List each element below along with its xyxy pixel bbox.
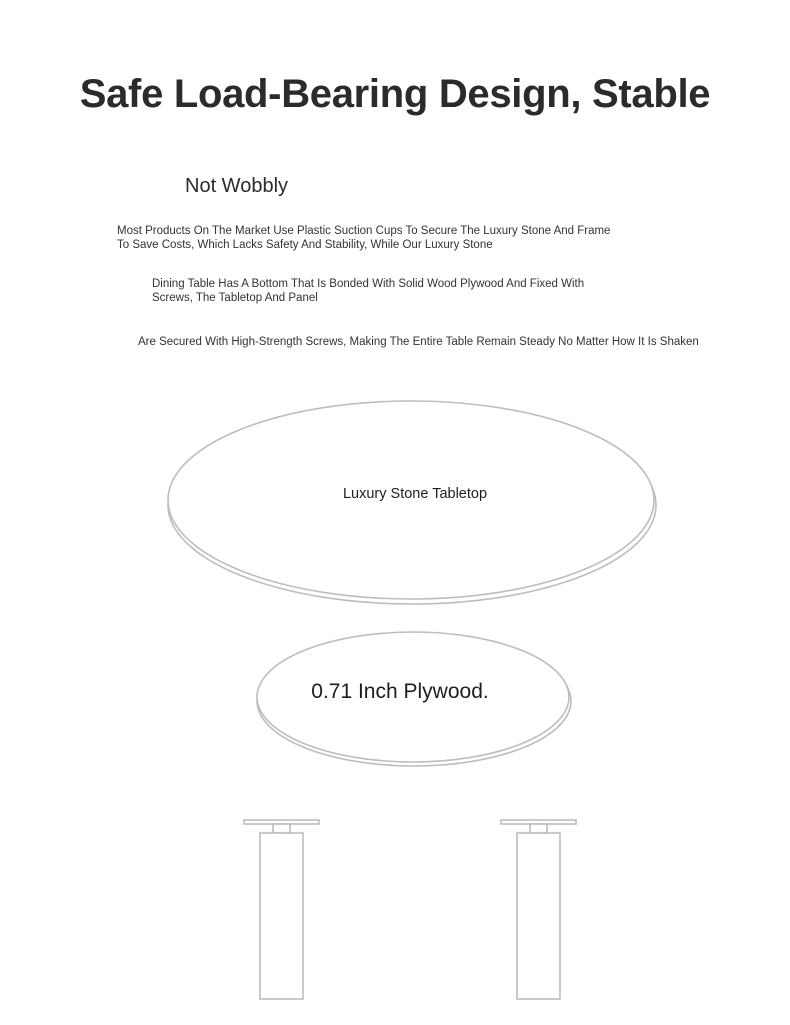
description-paragraph-2-line-2: Screws, The Tabletop And Panel: [152, 291, 318, 304]
description-paragraph-3-line-1: Are Secured With High-Strength Screws, Making The Entire Table Remain Steady No Matter How It Is Shaken: [138, 336, 699, 348]
table-leg-right: [501, 820, 576, 999]
page-subheadline: Not Wobbly: [185, 175, 289, 197]
description-paragraph-1-line-2: To Save Costs, Which Lacks Safety And Stability, While Our Luxury Stone: [117, 238, 493, 251]
table-leg-left: [244, 820, 319, 999]
description-paragraph-2-line-1: Dining Table Has A Bottom That Is Bonded With Solid Wood Plywood And Fixed With: [152, 278, 585, 290]
description-paragraph-1-line-1: Most Products On The Market Use Plastic Suction Cups To Secure The Luxury Stone And Frame: [117, 225, 611, 237]
stone-tabletop-shape: [168, 401, 656, 604]
tabletop-label: Luxury Stone Tabletop: [342, 486, 488, 502]
page-headline: Safe Load-Bearing Design, Stable: [79, 72, 711, 116]
plywood-label: 0.71 Inch Plywood.: [311, 680, 489, 703]
